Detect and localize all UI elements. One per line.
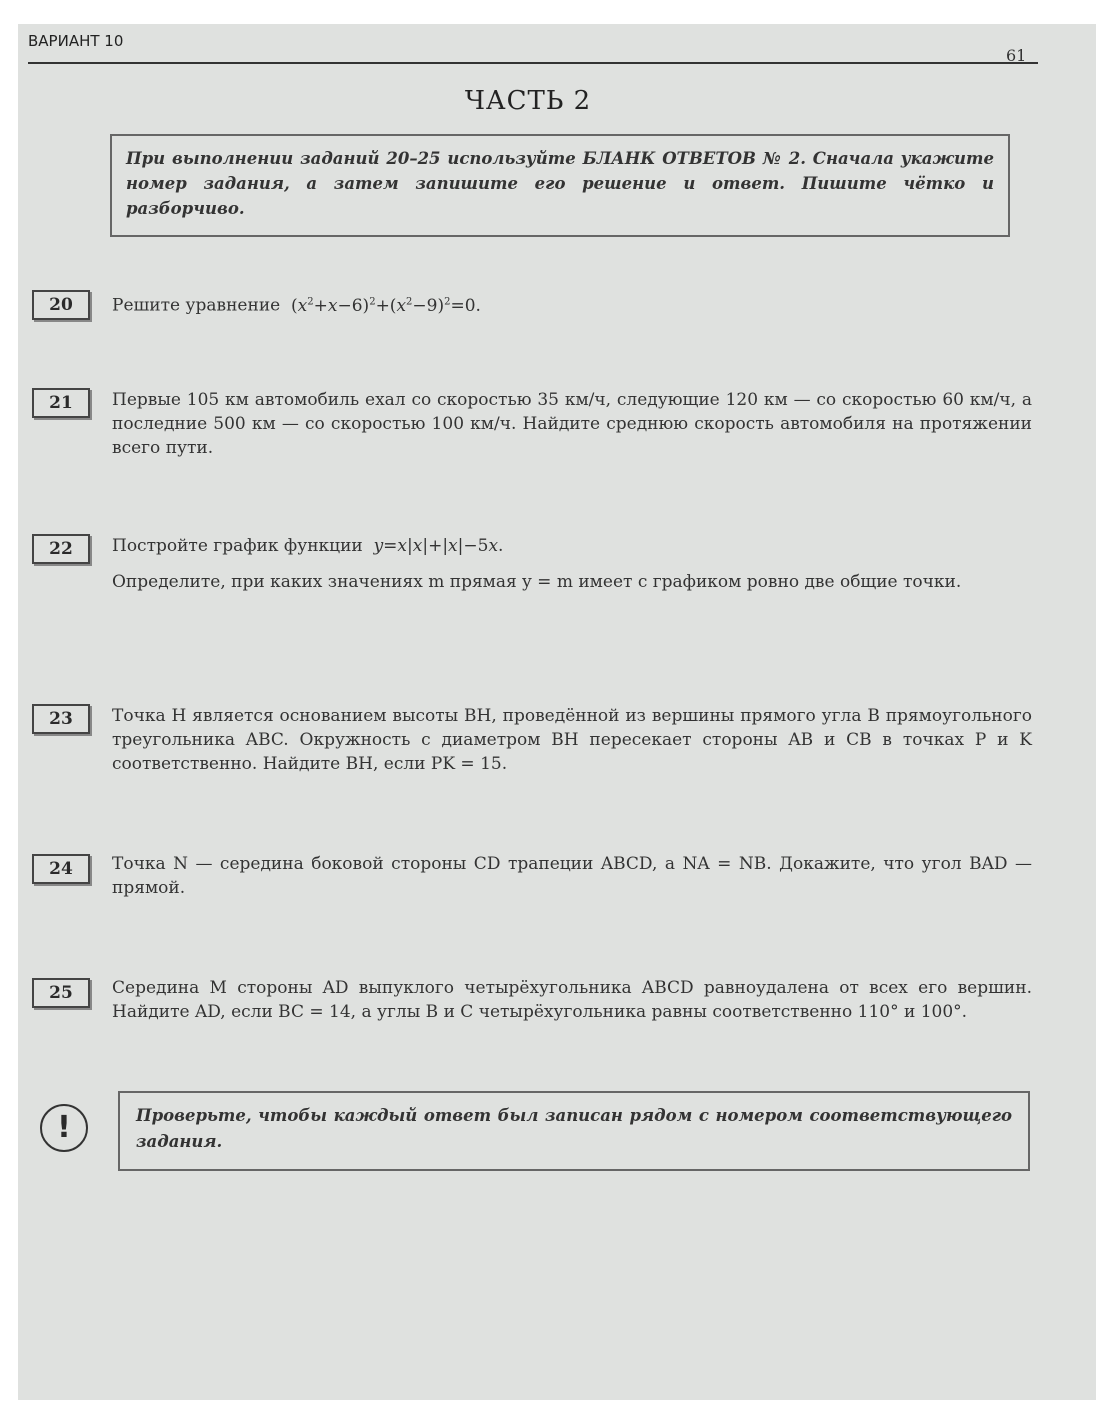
task-22-prompt: Постройте график функции	[112, 536, 363, 556]
task-text: Первые 105 км автомобиль ехал со скоростью 35 км/ч, следующие 120 км — со скоростью 60 км/ч, а последние 500 км — со скоростью 100 км/ч. Найдите среднюю скорость автомобиля на протяжении всего пути.	[112, 390, 1032, 458]
exclamation-icon: !	[40, 1104, 88, 1152]
task-number: 24	[32, 854, 90, 884]
task-number: 23	[32, 704, 90, 734]
task-text	[112, 534, 1032, 606]
task-text: Середина M стороны AD выпуклого четырёхугольника ABCD равноудалена от всех его вершин. Найдите AD, если BC = 14, а углы B и C четырёхугольника равны соответственно 110° и 100°.	[112, 978, 1032, 1022]
header-divider	[28, 62, 1038, 64]
task-22-question: Определите, при каких значениях m прямая y = m имеет с графиком ровно две общие точки.	[112, 572, 962, 592]
variant-label: ВАРИАНТ 10	[28, 32, 124, 50]
function-formula: y=x|x|+|x|−5x.	[373, 536, 504, 556]
task-number: 22	[32, 534, 90, 564]
task-text	[112, 290, 1032, 318]
page-number: 61	[1006, 46, 1027, 65]
task-20-prompt: Решите уравнение	[112, 295, 281, 316]
task-number: 21	[32, 388, 90, 418]
task-number: 20	[32, 290, 90, 320]
equation: $(x^2+x-6)^2+(x^2-9)^2=0$.	[285, 295, 481, 316]
check-note-box: Проверьте, чтобы каждый ответ был записан рядом с номером соответствующего задания.	[118, 1091, 1030, 1171]
page	[18, 24, 1096, 1400]
task-number: 25	[32, 978, 90, 1008]
instruction-box: При выполнении заданий 20–25 используйте БЛАНК ОТВЕТОВ № 2. Сначала укажите номер задания, а затем запишите его решение и ответ. Пишите чётко и разборчиво.	[110, 134, 1010, 237]
task-text: Точка H является основанием высоты BH, проведённой из вершины прямого угла B прямоугольного треугольника ABC. Окружность с диаметром BH пересекает стороны AB и CB в точках P и K соответственно. Найдите BH, если PK = 15.	[112, 706, 1032, 774]
task-text: Точка N — середина боковой стороны CD трапеции ABCD, а NA = NB. Докажите, что угол BAD — прямой.	[112, 854, 1032, 898]
part-title: ЧАСТЬ 2	[464, 86, 592, 116]
